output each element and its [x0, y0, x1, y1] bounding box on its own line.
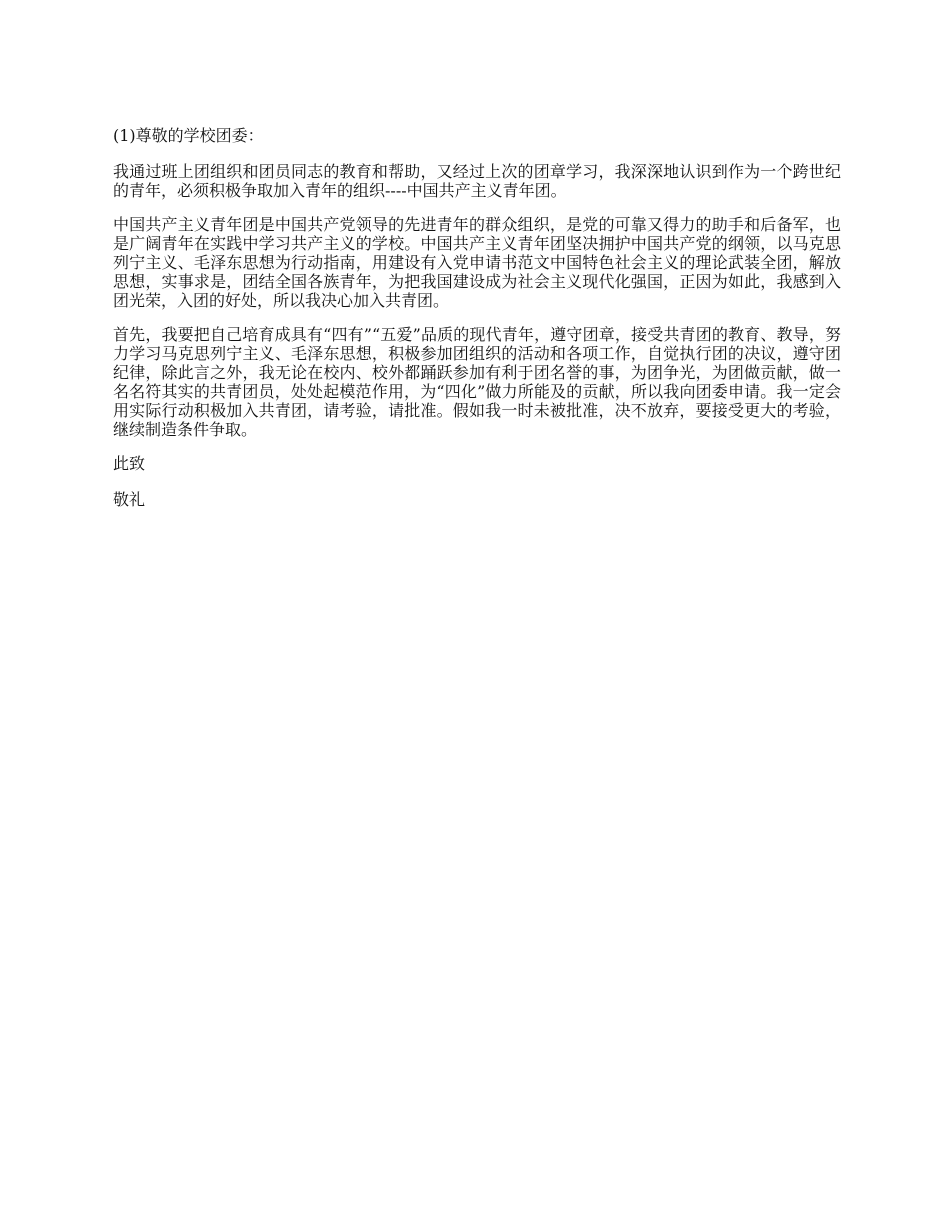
body-paragraph-2: 中国共产主义青年团是中国共产党领导的先进青年的群众组织，是党的可靠又得力的助手和后备军，也是广阔青年在实践中学习共产主义的学校。中国共产主义青年团坚决拥护中国共产党的纲领，以马克思列宁主义、毛泽东思想为行动指南，用建设有入党申请书范文中国特色社会主义的理论武装全团，解放思想，实事求是，团结全国各族青年，为把我国建设成为社会主义现代化强国，正因为如此，我感到入团光荣，入团的好处，所以我决心加入共青团。: [113, 215, 841, 310]
document-body: [113, 126, 841, 524]
body-paragraph-1: 我通过班上团组织和团员同志的教育和帮助，又经过上次的团章学习，我深深地认识到作为一个跨世纪的青年，必须积极争取加入青年的组织----中国共产主义青年团。: [113, 162, 841, 200]
salutation-line: (1)尊敬的学校团委：: [113, 126, 264, 145]
closing-cizhi: 此致: [113, 454, 146, 473]
closing-jingli: 敬礼: [113, 490, 146, 509]
body-paragraph-3: 首先，我要把自己培育成具有“四有”“五爱”品质的现代青年，遵守团章，接受共青团的教育、教导，努力学习马克思列宁主义、毛泽东思想，积极参加团组织的活动和各项工作，自觉执行团的决议，遵守团纪律，除此言之外，我无论在校内、校外都踊跃参加有利于团名誉的事，为团争光，为团做贡献，做一名名符其实的共青团员，处处起模范作用，为“四化”做力所能及的贡献，所以我向团委申请。我一定会用实际行动积极加入共青团，请考验，请批准。假如我一时未被批准，决不放弃，要接受更大的考验，继续制造条件争取。: [113, 325, 841, 439]
